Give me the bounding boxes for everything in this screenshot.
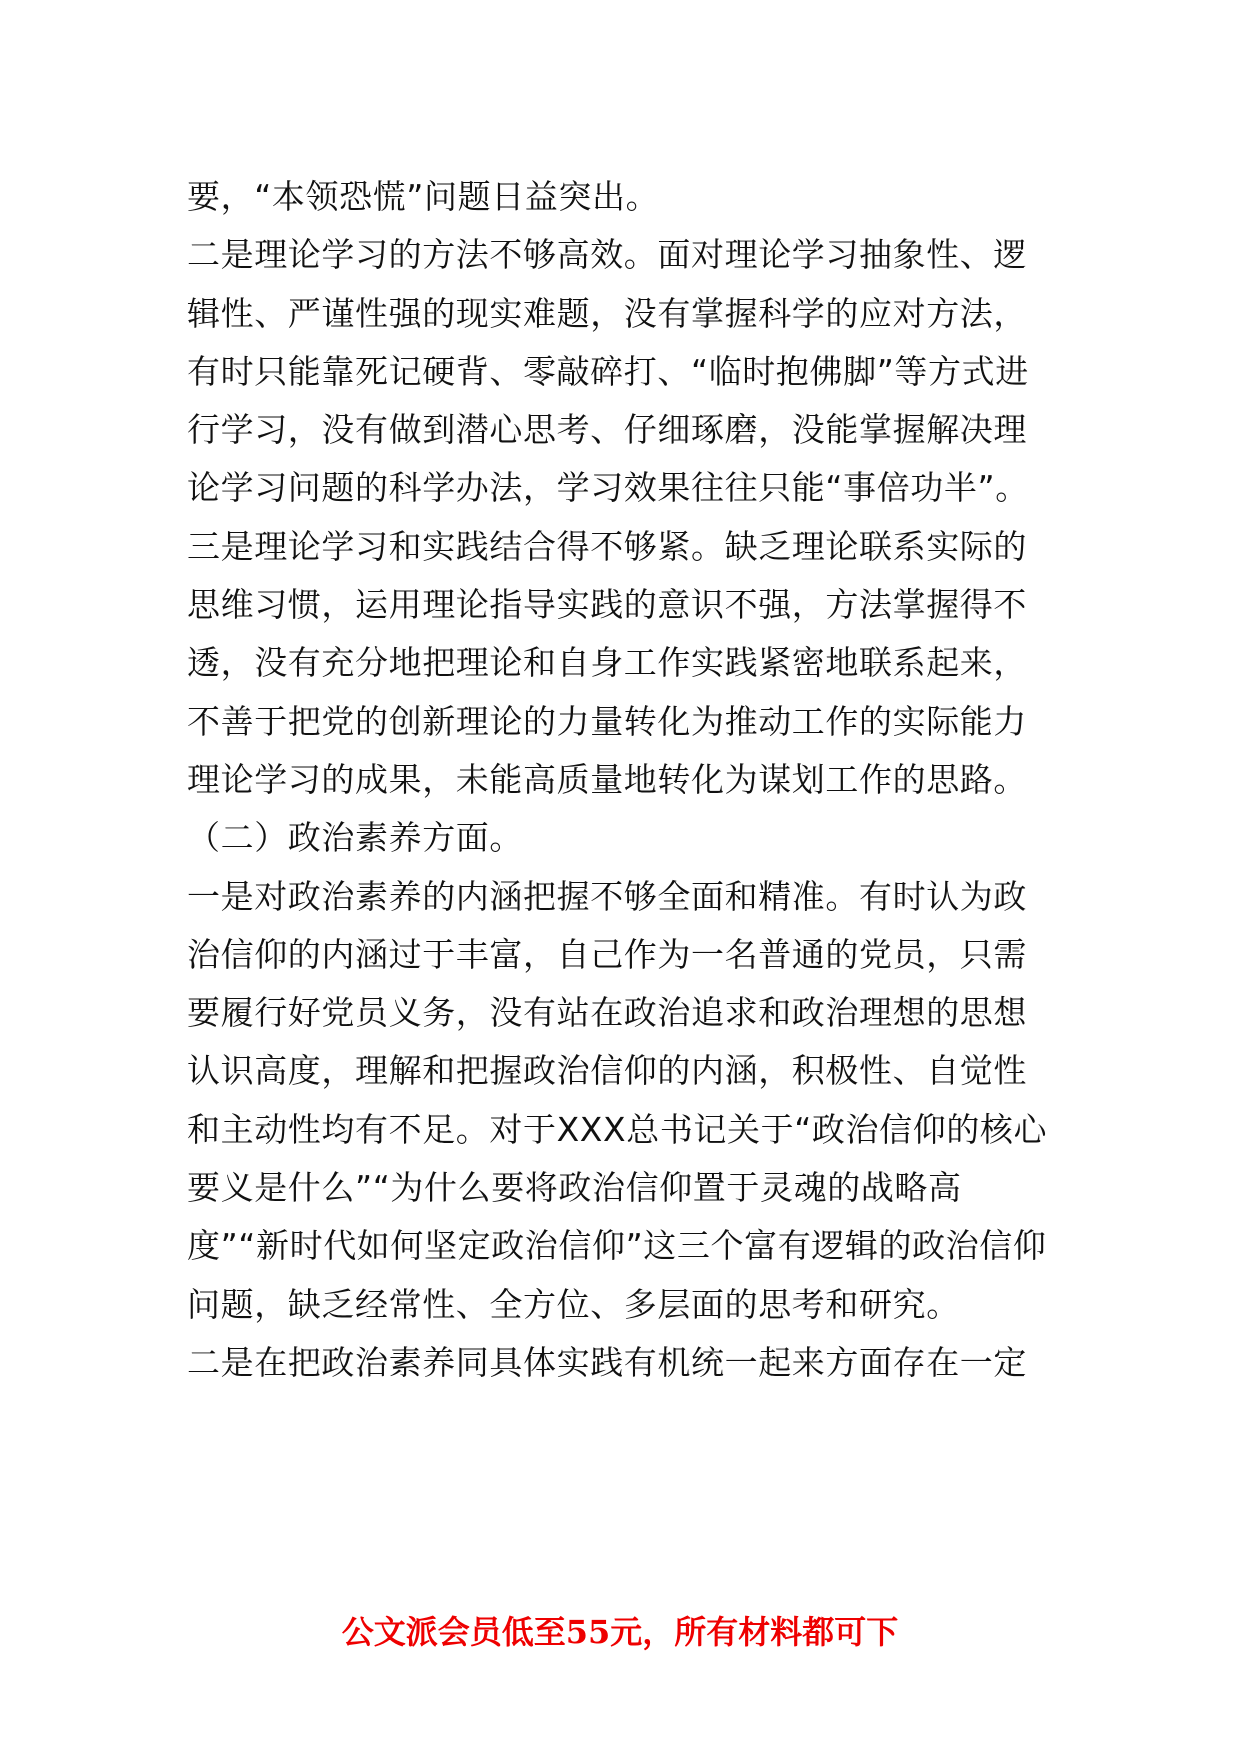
section-heading-political-literacy: （二）政治素养方面。 — [187, 818, 523, 858]
paragraph-political-connotation: 一是对政治素养的内涵把握不够全面和精准。有时认为政治信仰的内涵过于丰富，自己作为一名普通的党员，只需要履行好党员义务，没有站在政治追求和政治理想的思想认识高度，理解和把握政治信仰的内涵，积极性、自觉性和主动性均有不足。对于XXX总书记关于“政治信仰的核心要义是什么”“为什么要将政治信仰置于灵魂的战略高度”“新时代如何坚定政治信仰”这三个富有逻辑的政治信仰问题，缺乏经常性、全方位、多层面的思考和研究。 — [187, 876, 1048, 1324]
promo-footer: 公文派会员低至55元，所有材料都可下 — [341, 1613, 899, 1651]
document-body — [187, 168, 1057, 1392]
paragraph-theory-practice: 三是理论学习和实践结合得不够紧。缺乏理论联系实际的思维习惯，运用理论指导实践的意识不强，方法掌握得不透，没有充分地把理论和自身工作实践紧密地联系起来，不善于把党的创新理论的力量转化为推动工作的实际能力理论学习的成果，未能高质量地转化为谋划工作的思路。 — [187, 526, 1027, 799]
paragraph-theory-method: 二是理论学习的方法不够高效。面对理论学习抽象性、逻辑性、严谨性强的现实难题，没有掌握科学的应对方法，有时只能靠死记硬背、零敲碎打、“临时抱佛脚”等方式进行学习，没有做到潜心思考、仔细琢磨，没能掌握解决理论学习问题的科学办法，学习效果往往只能“事倍功半”。 — [187, 235, 1029, 508]
paragraph-political-practice: 二是在把政治素养同具体实践有机统一起来方面存在一定 — [187, 1342, 1027, 1382]
paragraph-continuation: 要，“本领恐慌”问题日益突出。 — [187, 177, 660, 216]
